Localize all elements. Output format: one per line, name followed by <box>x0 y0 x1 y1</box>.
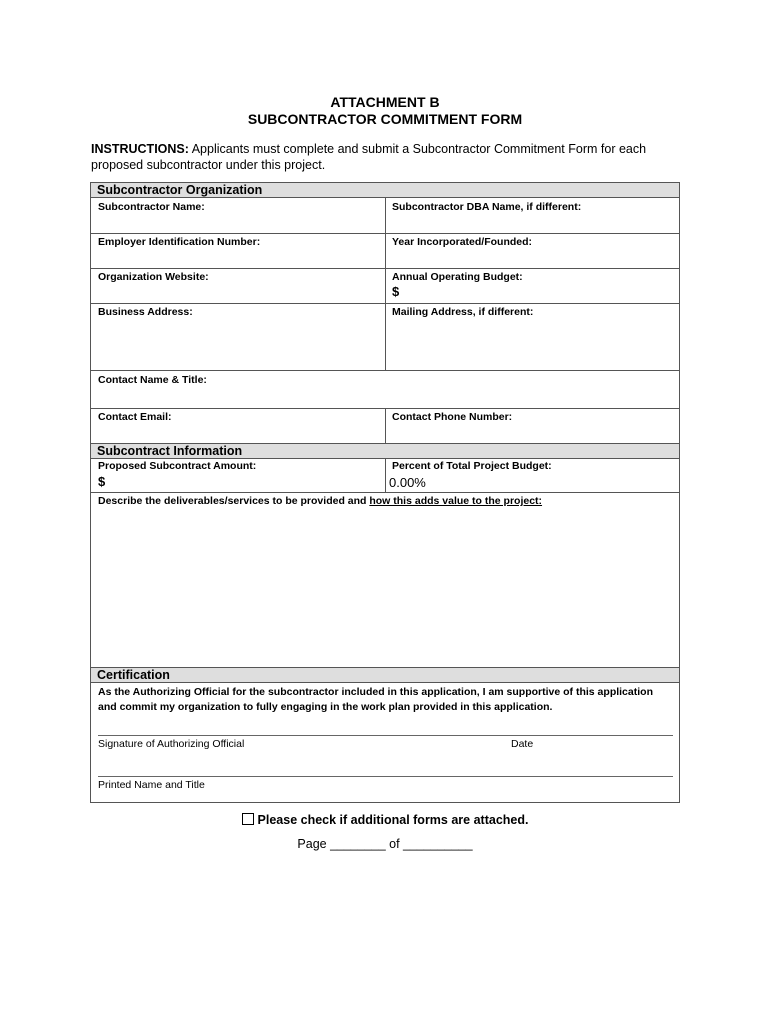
section-header-certification: Certification <box>91 668 679 683</box>
column-divider <box>385 198 386 370</box>
business-address-field[interactable]: Business Address: <box>98 306 193 318</box>
contact-email-field[interactable]: Contact Email: <box>98 411 172 423</box>
operating-budget-field[interactable]: Annual Operating Budget: <box>392 271 523 283</box>
printed-name-line[interactable] <box>98 776 673 777</box>
section-header-organization: Subcontractor Organization <box>91 183 679 198</box>
form-title-attachment: ATTACHMENT B <box>330 94 440 110</box>
section-header-subcontract: Subcontract Information <box>91 444 679 459</box>
column-divider <box>385 459 386 492</box>
certification-statement: As the Authorizing Official for the subcontractor included in this application, I am supportive of this application and commit my organization to fully engaging in the work plan provided in this application. <box>98 686 653 713</box>
divider <box>91 370 679 371</box>
contact-name-field[interactable]: Contact Name & Title: <box>98 374 207 386</box>
deliverables-label-underlined: how this adds value to the project: <box>369 495 543 507</box>
signature-label: Signature of Authorizing Official <box>98 738 245 750</box>
instructions <box>91 141 691 173</box>
percent-budget-field[interactable]: Percent of Total Project Budget: <box>392 460 552 472</box>
subcontract-amount-value[interactable]: $ <box>98 474 106 489</box>
dba-name-field[interactable]: Subcontractor DBA Name, if different: <box>392 201 582 213</box>
contact-phone-field[interactable]: Contact Phone Number: <box>392 411 513 423</box>
ein-field[interactable]: Employer Identification Number: <box>98 236 261 248</box>
operating-budget-value[interactable]: $ <box>392 284 400 299</box>
year-founded-field[interactable]: Year Incorporated/Founded: <box>392 236 533 248</box>
commitment-form-table <box>90 182 680 803</box>
additional-forms-check <box>0 812 770 828</box>
subcontract-amount-field[interactable]: Proposed Subcontract Amount: <box>98 460 257 472</box>
divider <box>91 492 679 493</box>
page-number-line: Page ________ of __________ <box>297 837 473 851</box>
instructions-text: Applicants must complete and submit a Subcontractor Commitment Form for each proposed subcontractor under this project. <box>91 142 647 172</box>
deliverables-field[interactable] <box>98 495 542 508</box>
website-field[interactable]: Organization Website: <box>98 271 209 283</box>
date-label: Date <box>511 738 534 750</box>
signature-line[interactable] <box>98 735 673 736</box>
column-divider <box>385 408 386 443</box>
additional-forms-checkbox[interactable] <box>242 813 254 825</box>
percent-budget-value: 0.00% <box>389 475 426 490</box>
form-title: SUBCONTRACTOR COMMITMENT FORM <box>247 111 523 127</box>
additional-forms-label: Please check if additional forms are attached. <box>257 813 529 827</box>
instructions-label: INSTRUCTIONS: <box>91 142 189 156</box>
printed-name-label: Printed Name and Title <box>98 779 205 791</box>
deliverables-label: Describe the deliverables/services to be provided and <box>98 495 370 507</box>
subcontractor-name-field[interactable]: Subcontractor Name: <box>98 201 205 213</box>
mailing-address-field[interactable]: Mailing Address, if different: <box>392 306 534 318</box>
